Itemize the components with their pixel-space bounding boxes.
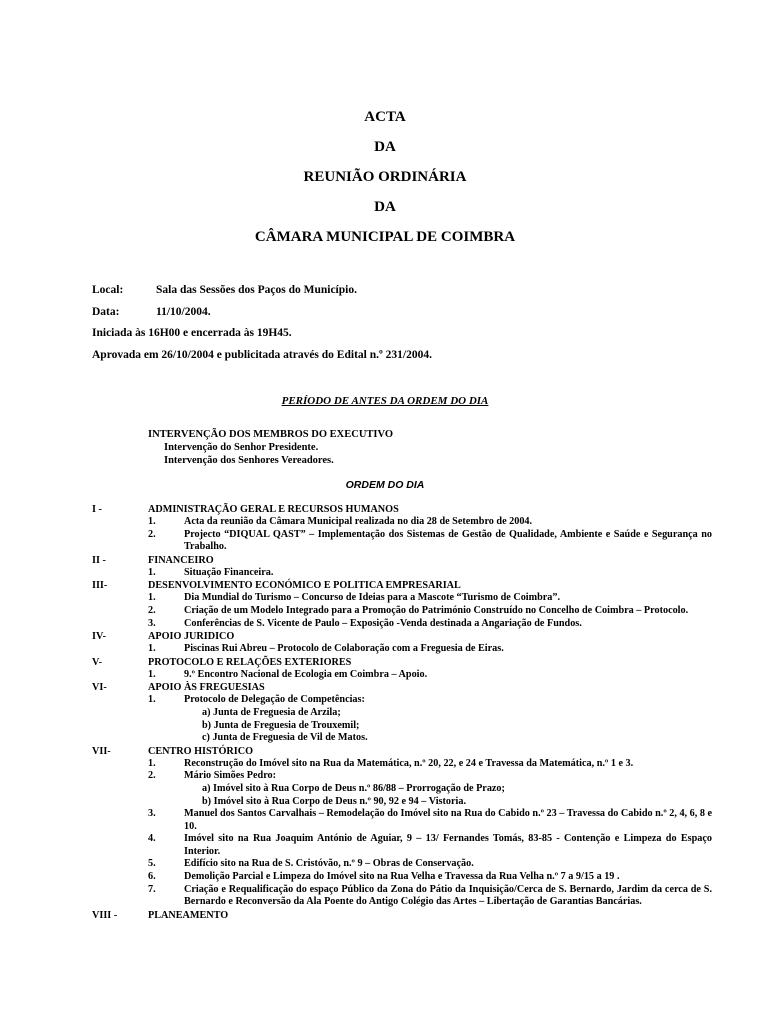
item-number: 1. xyxy=(148,694,156,706)
exec-item: Intervenção do Senhor Presidente. xyxy=(164,442,319,453)
sub-item: c) Junta de Freguesia de Vil de Matos. xyxy=(202,732,368,744)
agenda-item xyxy=(148,567,712,580)
item-number: 2. xyxy=(148,528,156,540)
agenda-item xyxy=(148,884,712,909)
item-number: 1. xyxy=(148,566,156,578)
section-heading: PROTOCOLO E RELAÇÕES EXTERIORES xyxy=(148,656,352,668)
section-number: III- xyxy=(92,580,108,592)
title-line: DA xyxy=(374,199,396,215)
item-text: Situação Financeira. xyxy=(184,566,274,578)
agenda-item xyxy=(148,858,712,871)
item-number: 5. xyxy=(148,858,156,870)
item-number: 2. xyxy=(148,770,156,782)
section-heading: APOIO JURIDICO xyxy=(148,631,235,643)
agenda-item xyxy=(148,618,712,631)
sub-item: a) Junta de Freguesia de Arzila; xyxy=(202,706,341,718)
section-heading: CENTRO HISTÓRICO xyxy=(148,745,254,757)
section-heading: FINANCEIRO xyxy=(148,554,214,566)
item-text: Manuel dos Santos Carvalhais – Remodelação do Imóvel sito na Rua do Cabido n.º 23 – Travessa do Cabido n.º 2, 4, 6, 8 e 10. xyxy=(184,808,712,832)
item-number: 1. xyxy=(148,643,156,655)
agenda-item xyxy=(148,643,712,656)
item-number: 1. xyxy=(148,668,156,680)
item-number: 3. xyxy=(148,808,156,820)
item-text: Mário Simões Pedro: xyxy=(184,770,277,782)
sub-item: b) Imóvel sito à Rua Corpo de Deus n.º 90, 92 e 94 – Vistoria. xyxy=(202,795,466,807)
item-number: 7. xyxy=(148,883,156,895)
section-heading: PLANEAMENTO xyxy=(148,909,229,921)
section-number: VIII - xyxy=(92,909,118,921)
agenda-section xyxy=(92,503,712,554)
document-title xyxy=(0,106,770,256)
section-number: IV- xyxy=(92,631,106,643)
section-number: VII- xyxy=(92,745,111,757)
agenda-section xyxy=(92,554,712,580)
item-text: Dia Mundial do Turismo – Concurso de Ideias para a Mascote “Turismo de Coimbra”. xyxy=(184,592,561,604)
agenda-item xyxy=(148,529,712,554)
agenda-section xyxy=(92,745,712,909)
item-text: Criação de um Modelo Integrado para a Promoção do Património Construído no Concelho de Coimbra – Protocolo. xyxy=(184,604,689,616)
item-text: Piscinas Rui Abreu – Protocolo de Colaboração com a Freguesia de Eiras. xyxy=(184,643,504,655)
section-heading: APOIO ÀS FREGUESIAS xyxy=(148,682,265,694)
item-number: 6. xyxy=(148,871,156,883)
agenda-item xyxy=(148,669,712,682)
local-value: Sala das Sessões dos Paços do Município. xyxy=(156,284,357,296)
agenda-item xyxy=(148,833,712,858)
item-number: 1. xyxy=(148,757,156,769)
sub-item: b) Junta de Freguesia de Trouxemil; xyxy=(202,719,360,731)
period-title: PERÍODO DE ANTES DA ORDEM DO DIA xyxy=(281,395,489,407)
agenda-title: ORDEM DO DIA xyxy=(345,479,425,491)
time-row: Iniciada às 16H00 e encerrada às 19H45. xyxy=(92,327,292,339)
item-text: 9.º Encontro Nacional de Ecologia em Coimbra – Apoio. xyxy=(184,668,428,680)
item-number: 4. xyxy=(148,833,156,845)
meeting-info xyxy=(92,282,432,368)
agenda-item xyxy=(148,605,712,618)
item-number: 1. xyxy=(148,592,156,604)
approval-row: Aprovada em 26/10/2004 e publicitada através do Edital n.º 231/2004. xyxy=(92,348,432,361)
agenda-item xyxy=(148,694,712,744)
item-text: Acta da reunião da Câmara Municipal realizada no dia 28 de Setembro de 2004. xyxy=(184,516,533,527)
section-number: VI- xyxy=(92,682,107,694)
agenda-item xyxy=(148,770,712,808)
item-text: Edifício sito na Rua de S. Cristóvão, n.º 9 – Obras de Conservação. xyxy=(184,858,474,870)
section-number: I - xyxy=(92,504,102,515)
agenda-item xyxy=(148,871,712,884)
date-label: Data: xyxy=(92,305,120,318)
title-line: DA xyxy=(374,139,396,155)
title-line: REUNIÃO ORDINÁRIA xyxy=(303,169,467,185)
item-text: Conferências de S. Vicente de Paulo – Exposição -Venda destinada a Angariação de Fundos. xyxy=(184,617,582,629)
item-text: Projecto “DIQUAL QAST” – Implementação dos Sistemas de Gestão de Qualidade, Ambiente e Saúde e Segurança no Trabalho. xyxy=(184,528,712,553)
section-number: II - xyxy=(92,554,106,566)
item-text: Protocolo de Delegação de Competências: xyxy=(184,694,365,706)
item-text: Imóvel sito na Rua Joaquim António de Aguiar, 9 – 13/ Fernandes Tomás, 83-85 - Contenção e Limpeza do Espaço Interior. xyxy=(184,833,712,857)
date-value: 11/10/2004. xyxy=(156,305,211,318)
exec-heading: INTERVENÇÃO DOS MEMBROS DO EXECUTIVO xyxy=(148,429,394,440)
agenda-section xyxy=(92,681,712,744)
agenda-section xyxy=(92,656,712,682)
agenda-section xyxy=(92,579,712,630)
sub-item: a) Imóvel sito à Rua Corpo de Deus n.º 86/88 – Prorrogação de Prazo; xyxy=(202,782,505,794)
agenda-section xyxy=(92,630,712,656)
item-number: 1. xyxy=(148,516,156,527)
item-text: Demolição Parcial e Limpeza do Imóvel sito na Rua Velha e Travessa da Rua Velha n.º 7 a 9/15 a 19 . xyxy=(184,871,620,883)
executive-intervention xyxy=(148,428,393,467)
agenda xyxy=(92,503,712,922)
item-text: Criação e Requalificação do espaço Público da Zona do Pátio da Inquisição/Cerca de S. Bernardo, Jardim da cerca de S. Bernardo e Reconversão da Ala Poente do Antigo Colégio das Artes – Libertação de Garantias Bancárias. xyxy=(184,883,712,908)
section-heading: DESENVOLVIMENTO ECONÓMICO E POLITICA EMPRESARIAL xyxy=(148,580,461,592)
title-line: ACTA xyxy=(364,109,406,125)
agenda-item xyxy=(148,758,712,771)
date-row xyxy=(92,304,432,326)
agenda-item xyxy=(148,516,712,529)
exec-item: Intervenção dos Senhores Vereadores. xyxy=(164,455,334,466)
item-number: 2. xyxy=(148,604,156,616)
agenda-item xyxy=(148,808,712,833)
agenda-section xyxy=(92,909,712,922)
item-text: Reconstrução do Imóvel sito na Rua da Matemática, n.º 20, 22, e 24 e Travessa da Matemática, n.º 1 e 3. xyxy=(184,757,634,769)
section-number: V- xyxy=(92,656,102,668)
agenda-item xyxy=(148,592,712,605)
local-row xyxy=(92,282,432,304)
section-heading: ADMINISTRAÇÃO GERAL E RECURSOS HUMANOS xyxy=(148,504,399,515)
item-number: 3. xyxy=(148,617,156,629)
title-line: CÂMARA MUNICIPAL DE COIMBRA xyxy=(254,229,516,245)
local-label: Local: xyxy=(92,284,124,296)
